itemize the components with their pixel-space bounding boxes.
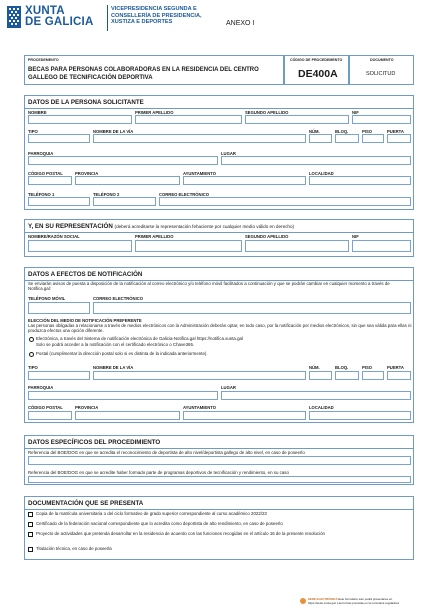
label-telefono-movil: TELÉFONO MÓVIL [28,296,66,301]
label-codigo-postal: CÓDIGO POSTAL [28,171,63,176]
label-puerta: PUERTA [387,129,404,134]
bloq-field[interactable] [335,134,359,143]
rep-primer-apellido-field[interactable] [135,240,242,252]
label-bloq: BLOQ. [335,129,349,134]
label-localidad: LOCALIDAD [309,171,334,176]
label-eleccion-medio: ELECCIÓN DEL MEDIO DE NOTIFICACIÓN PREFERENTE [28,318,142,323]
notification-obligated-text: Las personas obligadas a relacionarse a través de medios electrónicos con la Administración deberán optar, en todo caso, por la notificación por medios electrónicos, sin que sea válida para ellas ni produzca efectos una opción diferente. [28,323,412,334]
label-nombre: NOMBRE [28,110,47,115]
tipo-via-field[interactable] [28,134,90,143]
provincia-field[interactable] [75,176,180,185]
document-box [349,55,414,85]
section-documentation-title: DOCUMENTACIÓN QUE SE PRESENTA [28,500,144,507]
procedure-title-line-1: BECAS PARA PERSONAS COLABORADORAS EN LA RESIDENCIA DEL CENTRO [28,67,259,73]
notif-num-field[interactable] [309,371,332,380]
dept-line-3: XUSTIZA E DEPORTES [111,19,173,26]
rep-segundo-apellido-field[interactable] [245,240,349,252]
label-nombre-via: NOMBRE DE LA VÍA [93,129,134,134]
procedure-title-line-2: GALLEGO DE TECNIFICACIÓN DEPORTIVA [28,75,153,81]
section-rule [25,108,413,109]
doc-checkbox-2[interactable] [28,522,33,527]
section-notification-title: DATOS A EFECTOS DE NOTIFICACIÓN [28,271,143,278]
notification-intro: Se enviarán avisos de puesta a disposición de la notificación al correo electrónico y/o teléfono móvil facilitados a continuación y que se podrán cambiar en cualquier momento a través de Notifica.gal: [28,281,390,292]
document-type: SOLICITUD [366,71,396,77]
telefono1-field[interactable] [28,197,90,206]
telefono2-field[interactable] [93,197,156,206]
label-notif-correo: CORREO ELECTRÓNICO [93,296,144,301]
notif-nombre-via-field[interactable] [93,371,306,380]
label-rep-segundo-apellido: SEGUNDO APELLIDO [245,234,289,239]
label-notif-parroquia: PARROQUIA [28,385,54,390]
option-postal-label: Postal (cumplimentar la dirección postal solo si es distinta de la indicada anteriormente). [36,351,208,356]
label-notif-lugar: LUGAR [221,385,236,390]
label-nombre-razon: NOMBRE/RAZÓN SOCIAL [28,234,80,239]
radio-electronica[interactable] [29,337,34,342]
label-segundo-apellido: SEGUNDO APELLIDO [245,110,289,115]
dept-line-2: CONSELLERÍA DE PRESIDENCIA, [111,12,202,19]
label-rep-primer-apellido: PRIMER APELLIDO [135,234,174,239]
section-rule [25,232,413,233]
brand-name [25,6,93,28]
label-telefono2: TELÉFONO 2 [93,192,120,197]
notif-bloq-field[interactable] [335,371,359,380]
radio-postal[interactable] [29,352,34,357]
label-notif-num: NÚM. [309,365,320,370]
footer-text: Este formulario solo podrá presentarse en https://sede.xunta.gal. Las formas previstas en la normativa reguladora [308,597,399,605]
doc-item-2: Certificado de la federación nacional correspondiente que lo acredita como deportista de alto rendimiento, en caso de poseerlo [36,521,283,526]
telefono-movil-field[interactable] [28,302,90,314]
dept-line-1: VICEPRESIDENCIA SEGUNDA E [111,6,197,12]
label-notif-nombre-via: NOMBRE DE LA VÍA [93,365,134,370]
notif-parroquia-field[interactable] [28,391,218,400]
primer-apellido-field[interactable] [135,115,242,124]
procedure-title [28,66,259,82]
label-ayuntamiento: AYUNTAMIENTO [183,171,216,176]
footer-stamp-label: SEDE ELECTRÓNICA [308,597,338,601]
department-name [111,6,211,26]
specific-item-1: Referencia del BOE/DOG en que se acredita el reconocimiento de deportista de alto nivel/deportista gallego de alto nivel, en caso de poseerlo [28,450,305,455]
label-primer-apellido: PRIMER APELLIDO [135,110,174,115]
notif-codigo-postal-field[interactable] [28,411,72,420]
doc-checkbox-1[interactable] [28,512,33,517]
notif-tipo-field[interactable] [28,371,90,380]
piso-field[interactable] [362,134,384,143]
logo-divider [107,5,108,31]
label-nif: NIF [352,110,359,115]
doc-checkbox-4[interactable] [28,547,33,552]
notif-correo-field[interactable] [93,302,411,314]
doc-checkbox-3[interactable] [28,532,33,537]
notif-puerta-field[interactable] [387,371,411,380]
xunta-shield-icon [7,6,21,28]
label-num: NÚM. [309,129,320,134]
section-documentation [24,496,414,560]
label-notif-tipo: TIPO [28,365,38,370]
label-lugar: LUGAR [221,151,236,156]
ayuntamiento-field[interactable] [183,176,306,185]
label-rep-nif: NIF [352,234,359,239]
section-notification [24,267,414,423]
brand-line-1: XUNTA [25,5,65,17]
doc-item-3: Proyecto de actividades que pretenda desarrollar en la residencia de acuerdo con las funciones recogidas en el artículo 16 de la presente resolución [36,531,325,536]
label-notif-bloq: BLOQ. [335,365,349,370]
procedure-box [24,55,284,85]
parroquia-field[interactable] [28,156,218,165]
label-notif-ayuntamiento: AYUNTAMIENTO [183,405,216,410]
doc-item-4: Titulación técnica, en caso de poseerla [36,546,112,551]
option-electronica-note: Solo se podrá acceder a la notificación con el certificado electrónico o Chave365. [36,342,195,347]
codigo-postal-field[interactable] [28,176,72,185]
section-representative [24,219,414,257]
section-rule [25,448,413,449]
notif-lugar-field[interactable] [221,391,411,400]
representative-title-note: (deberá acreditarse la representación fehaciente por cualquier medio válido en derecho) [114,224,295,229]
label-parroquia: PARROQUIA [28,151,54,156]
notif-piso-field[interactable] [362,371,384,380]
rep-nombre-field[interactable] [28,240,132,252]
rep-nif-field[interactable] [352,240,411,252]
document-label: DOCUMENTO [370,58,394,62]
footer-note [308,598,418,606]
nif-field[interactable] [352,115,411,124]
notif-provincia-field[interactable] [75,411,180,420]
notif-localidad-field[interactable] [309,411,411,420]
section-representative-title [28,223,294,230]
specific-item-2-field[interactable] [28,476,411,483]
label-notif-piso: PISO [362,365,373,370]
doc-item-1: Copia de la matrícula universitaria o del ciclo formativo de grado superior correspondiente al curso académico 2022/23 [36,511,267,516]
section-applicant-title: DATOS DE LA PERSONA SOLICITANTE [28,99,144,106]
segundo-apellido-field[interactable] [245,115,349,124]
specific-item-2: Referencia del BOE/DOG en que se acredite haber formado parte de programas deportivos de tecnificación y rendimiento, en su caso [28,470,289,475]
section-applicant [24,95,414,210]
correo-field[interactable] [159,197,411,206]
specific-item-1-field[interactable] [28,456,411,465]
nombre-via-field[interactable] [93,134,306,143]
label-notif-localidad: LOCALIDAD [309,405,334,410]
option-electronica-label: Electrónica, a través del Sistema de notificación electrónica de Galicia-Notifica.gal https://notifica.xunta.gal [36,336,243,341]
label-provincia: PROVINCIA [75,171,99,176]
procedure-code: DE400A [298,68,338,80]
nombre-field[interactable] [28,115,132,124]
lugar-field[interactable] [221,156,411,165]
representative-title-text: Y, EN SU REPRESENTACIÓN [28,223,113,230]
label-notif-codigo-postal: CÓDIGO POSTAL [28,405,63,410]
label-correo: CORREO ELECTRÓNICO [159,192,210,197]
label-notif-puerta: PUERTA [387,365,404,370]
notif-ayuntamiento-field[interactable] [183,411,306,420]
procedure-code-box [284,55,349,85]
label-notif-provincia: PROVINCIA [75,405,99,410]
label-piso: PISO [362,129,373,134]
num-field[interactable] [309,134,332,143]
puerta-field[interactable] [387,134,411,143]
section-specific-title: DATOS ESPECÍFICOS DEL PROCEDIMIENTO [28,439,161,446]
localidad-field[interactable] [309,176,411,185]
label-telefono1: TELÉFONO 1 [28,192,55,197]
procedure-code-label: CÓDIGO DE PROCEDEMENTO [290,58,343,62]
anexo-label: ANEXO I [226,20,255,27]
sede-electronica-icon [300,598,306,604]
section-rule [25,509,413,510]
section-specific-data [24,435,414,485]
brand-line-2: DE GALICIA [25,16,94,28]
label-tipo: TIPO [28,129,38,134]
procedure-label: PROCEDEMENTO [28,58,59,62]
